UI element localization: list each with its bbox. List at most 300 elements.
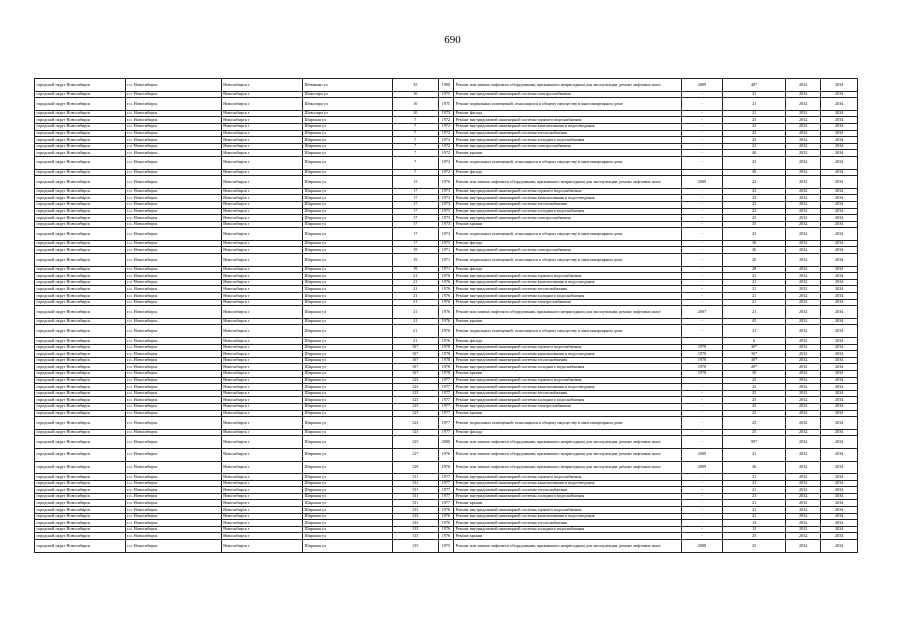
cell-lift-year: 2009 xyxy=(681,176,723,189)
table-row xyxy=(35,266,858,273)
cell-work: Ремонт внутридомовой инженерной системы горячего водоснабжения xyxy=(454,273,681,280)
cell-street: Шевченко ул xyxy=(303,79,393,92)
cell-work: Ремонт фасада xyxy=(454,338,681,345)
cell-gorod: г.о. Новосибирск xyxy=(125,474,221,481)
cell-street: Широкая ул xyxy=(303,306,393,319)
cell-year-start: 2032 xyxy=(785,254,820,267)
cell-lift-year: - xyxy=(681,215,723,222)
cell-term: 25 xyxy=(723,397,786,404)
cell-gorod: г.о. Новосибирск xyxy=(125,526,221,533)
cell-term: 40* xyxy=(723,79,786,92)
cell-term: 45 xyxy=(723,318,786,325)
cell-gorod: г.о. Новосибирск xyxy=(125,156,221,169)
table-row xyxy=(35,513,858,520)
cell-year-start: 2032 xyxy=(785,117,820,124)
cell-settlement: Новосибирск г xyxy=(221,480,302,487)
cell-year: 1971 xyxy=(438,266,454,273)
cell-street: Широкая ул xyxy=(303,540,393,553)
cell-settlement: Новосибирск г xyxy=(221,533,302,540)
cell-street: Широкая ул xyxy=(303,338,393,345)
cell-settlement: Новосибирск г xyxy=(221,410,302,417)
cell-gorod: г.о. Новосибирск xyxy=(125,215,221,222)
cell-lift-year: - xyxy=(681,397,723,404)
cell-year-start: 2032 xyxy=(785,493,820,500)
cell-okrug: городской округ Новосибирск xyxy=(35,150,126,157)
cell-settlement: Новосибирск г xyxy=(221,318,302,325)
cell-year: 1978 xyxy=(438,357,454,364)
cell-work: Ремонт или замена лифтового оборудования, признанного непригодным для эксплуатации, ремонт лифтовых шахт xyxy=(454,176,681,189)
cell-okrug: городской округ Новосибирск xyxy=(35,474,126,481)
cell-year: 1977 xyxy=(438,493,454,500)
cell-street: Широкая ул xyxy=(303,123,393,130)
cell-year: 1973 xyxy=(438,215,454,222)
cell-work: Ремонт внутридомовой инженерной системы канализования и водоотведения xyxy=(454,279,681,286)
cell-settlement: Новосибирск г xyxy=(221,370,302,377)
cell-year-end: 2034 xyxy=(821,169,858,176)
cell-lift-year: - xyxy=(681,487,723,494)
cell-year: 1975 xyxy=(438,98,454,111)
cell-house: 21 xyxy=(392,338,438,345)
cell-house: 123 xyxy=(392,410,438,417)
cell-lift-year: - xyxy=(681,91,723,98)
cell-term: 23 xyxy=(723,215,786,222)
cell-lift-year: - xyxy=(681,273,723,280)
cell-street: Широкая ул xyxy=(303,117,393,124)
table-row xyxy=(35,526,858,533)
cell-settlement: Новосибирск г xyxy=(221,286,302,293)
cell-year: 1976 xyxy=(438,338,454,345)
cell-year: 1973 xyxy=(438,201,454,208)
cell-house: 133 xyxy=(392,526,438,533)
cell-term: 23 xyxy=(723,117,786,124)
cell-house: 133 xyxy=(392,533,438,540)
cell-term: 25 xyxy=(723,410,786,417)
cell-work: Ремонт фасада xyxy=(454,240,681,247)
cell-street: Широкая ул xyxy=(303,137,393,144)
cell-term: 23 xyxy=(723,208,786,215)
cell-term: 36* xyxy=(723,351,786,358)
cell-year: 1977 xyxy=(438,429,454,436)
cell-work: Ремонт внутридомовой инженерной системы горячего водоснабжения xyxy=(454,507,681,514)
cell-lift-year: 1978 xyxy=(681,351,723,358)
cell-lift-year: - xyxy=(681,533,723,540)
cell-lift-year: - xyxy=(681,208,723,215)
cell-year-start: 2032 xyxy=(785,461,820,474)
cell-house: 19 xyxy=(392,254,438,267)
cell-term: 36* xyxy=(723,344,786,351)
cell-year: 1977 xyxy=(438,384,454,391)
cell-okrug: городской округ Новосибирск xyxy=(35,266,126,273)
cell-work: Ремонт внутридомовой инженерной системы теплоснабжения xyxy=(454,390,681,397)
cell-term: 30 xyxy=(723,169,786,176)
cell-year: 1976 xyxy=(438,325,454,338)
cell-house: 7 xyxy=(392,150,438,157)
cell-settlement: Новосибирск г xyxy=(221,520,302,527)
cell-work: Ремонт внутридомовой инженерной системы канализования и водоотведения xyxy=(454,384,681,391)
cell-street: Широкая ул xyxy=(303,487,393,494)
table-row xyxy=(35,91,858,98)
cell-gorod: г.о. Новосибирск xyxy=(125,520,221,527)
cell-year-end: 2034 xyxy=(821,403,858,410)
cell-settlement: Новосибирск г xyxy=(221,325,302,338)
cell-year-end: 2034 xyxy=(821,390,858,397)
cell-okrug: городской округ Новосибирск xyxy=(35,110,126,117)
cell-work: Ремонт внутридомовой инженерной системы холодного водоснабжения xyxy=(454,493,681,500)
cell-year: 1978 xyxy=(438,364,454,371)
table-row xyxy=(35,98,858,111)
cell-year-end: 2034 xyxy=(821,500,858,507)
cell-house: 107 xyxy=(392,357,438,364)
cell-year-end: 2034 xyxy=(821,417,858,430)
cell-lift-year: - xyxy=(681,156,723,169)
cell-year: 1972 xyxy=(438,137,454,144)
cell-year-end: 2034 xyxy=(821,286,858,293)
cell-gorod: г.о. Новосибирск xyxy=(125,370,221,377)
cell-year-start: 2032 xyxy=(785,208,820,215)
cell-year: 1977 xyxy=(438,397,454,404)
cell-house: 133 xyxy=(392,520,438,527)
cell-work: Ремонт внутридомовой инженерной системы канализования и водоотведения xyxy=(454,480,681,487)
cell-year-end: 2034 xyxy=(821,474,858,481)
cell-gorod: г.о. Новосибирск xyxy=(125,286,221,293)
cell-settlement: Новосибирск г xyxy=(221,240,302,247)
cell-year-end: 2034 xyxy=(821,507,858,514)
table-row xyxy=(35,520,858,527)
cell-house: 13 xyxy=(392,176,438,189)
cell-year-end: 2034 xyxy=(821,254,858,267)
table-row xyxy=(35,156,858,169)
table-row xyxy=(35,403,858,410)
cell-gorod: г.о. Новосибирск xyxy=(125,293,221,300)
cell-lift-year: - xyxy=(681,266,723,273)
cell-term: 30 xyxy=(723,370,786,377)
cell-settlement: Новосибирск г xyxy=(221,123,302,130)
cell-year-start: 2032 xyxy=(785,299,820,306)
cell-year-start: 2032 xyxy=(785,507,820,514)
table-row xyxy=(35,429,858,436)
cell-lift-year: - xyxy=(681,254,723,267)
cell-house: 17 xyxy=(392,188,438,195)
cell-house: 7 xyxy=(392,169,438,176)
cell-year-start: 2032 xyxy=(785,110,820,117)
cell-settlement: Новосибирск г xyxy=(221,195,302,202)
cell-year-start: 2032 xyxy=(785,403,820,410)
cell-year-end: 2034 xyxy=(821,377,858,384)
cell-term: 99* xyxy=(723,436,786,449)
cell-gorod: г.о. Новосибирск xyxy=(125,91,221,98)
cell-year: 1973 xyxy=(438,240,454,247)
cell-street: Широкая ул xyxy=(303,436,393,449)
cell-street: Широкая ул xyxy=(303,448,393,461)
cell-year-start: 2032 xyxy=(785,188,820,195)
cell-term: 21 xyxy=(723,507,786,514)
cell-year-start: 2032 xyxy=(785,520,820,527)
cell-settlement: Новосибирск г xyxy=(221,299,302,306)
cell-work: Ремонт внутридомовой инженерной системы холодного водоснабжения xyxy=(454,526,681,533)
cell-term: 23 xyxy=(723,137,786,144)
cell-okrug: городской округ Новосибирск xyxy=(35,540,126,553)
cell-street: Шекспира ул xyxy=(303,91,393,98)
table-row xyxy=(35,410,858,417)
cell-okrug: городской округ Новосибирск xyxy=(35,201,126,208)
cell-year: 1976 xyxy=(438,286,454,293)
cell-work: Ремонт подвальных помещений, относящихся к общему имуществу в многоквартирном доме xyxy=(454,325,681,338)
cell-work: Ремонт внутридомовой инженерной системы электроснабжения xyxy=(454,403,681,410)
cell-okrug: городской округ Новосибирск xyxy=(35,123,126,130)
cell-term: 25 xyxy=(723,417,786,430)
cell-work: Ремонт внутридомовой инженерной системы канализования и водоотведения xyxy=(454,351,681,358)
cell-lift-year: - xyxy=(681,507,723,514)
cell-term: 35 xyxy=(723,221,786,228)
cell-okrug: городской округ Новосибирск xyxy=(35,254,126,267)
cell-okrug: городской округ Новосибирск xyxy=(35,410,126,417)
cell-okrug: городской округ Новосибирск xyxy=(35,188,126,195)
cell-street: Широкая ул xyxy=(303,384,393,391)
table-row xyxy=(35,540,858,553)
cell-street: Широкая ул xyxy=(303,507,393,514)
cell-year-start: 2032 xyxy=(785,130,820,137)
cell-term: 21 xyxy=(723,306,786,319)
cell-year-end: 2034 xyxy=(821,195,858,202)
cell-term: 23 xyxy=(723,228,786,241)
table-row xyxy=(35,79,858,92)
cell-lift-year: - xyxy=(681,513,723,520)
cell-okrug: городской округ Новосибирск xyxy=(35,526,126,533)
cell-year-start: 2032 xyxy=(785,526,820,533)
cell-term: 21 xyxy=(723,273,786,280)
cell-okrug: городской округ Новосибирск xyxy=(35,208,126,215)
cell-term: 22 xyxy=(723,176,786,189)
cell-work: Ремонт внутридомовой инженерной системы электроснабжения xyxy=(454,299,681,306)
cell-house: 17 xyxy=(392,208,438,215)
cell-year-end: 2034 xyxy=(821,273,858,280)
cell-settlement: Новосибирск г xyxy=(221,417,302,430)
cell-okrug: городской округ Новосибирск xyxy=(35,306,126,319)
cell-year-end: 2034 xyxy=(821,130,858,137)
cell-lift-year: - xyxy=(681,150,723,157)
cell-term: 25 xyxy=(723,390,786,397)
cell-gorod: г.о. Новосибирск xyxy=(125,240,221,247)
cell-gorod: г.о. Новосибирск xyxy=(125,176,221,189)
cell-okrug: городской округ Новосибирск xyxy=(35,318,126,325)
cell-gorod: г.о. Новосибирск xyxy=(125,448,221,461)
cell-year-start: 2032 xyxy=(785,474,820,481)
cell-okrug: городской округ Новосибирск xyxy=(35,436,126,449)
table-row xyxy=(35,325,858,338)
cell-house: 21 xyxy=(392,273,438,280)
cell-okrug: городской округ Новосибирск xyxy=(35,156,126,169)
cell-lift-year: - xyxy=(681,474,723,481)
cell-year-end: 2034 xyxy=(821,110,858,117)
cell-year-end: 2034 xyxy=(821,215,858,222)
cell-gorod: г.о. Новосибирск xyxy=(125,390,221,397)
cell-year-end: 2034 xyxy=(821,487,858,494)
cell-lift-year: 1978 xyxy=(681,344,723,351)
cell-gorod: г.о. Новосибирск xyxy=(125,344,221,351)
table-row xyxy=(35,208,858,215)
cell-term: 25 xyxy=(723,377,786,384)
cell-year-end: 2034 xyxy=(821,429,858,436)
page-number: 690 xyxy=(444,34,461,46)
cell-okrug: городской округ Новосибирск xyxy=(35,325,126,338)
cell-work: Ремонт крыши xyxy=(454,500,681,507)
cell-term: 21 xyxy=(723,493,786,500)
cell-settlement: Новосибирск г xyxy=(221,169,302,176)
cell-street: Широкая ул xyxy=(303,169,393,176)
table-row xyxy=(35,474,858,481)
cell-term: 30* xyxy=(723,357,786,364)
cell-year: 1977 xyxy=(438,487,454,494)
cell-year: 1976 xyxy=(438,273,454,280)
cell-year: 1977 xyxy=(438,480,454,487)
cell-house: 21 xyxy=(392,293,438,300)
cell-work: Ремонт фасада xyxy=(454,266,681,273)
table-row xyxy=(35,493,858,500)
cell-street: Широкая ул xyxy=(303,215,393,222)
cell-settlement: Новосибирск г xyxy=(221,429,302,436)
cell-street: Широкая ул xyxy=(303,410,393,417)
cell-lift-year: - xyxy=(681,377,723,384)
cell-settlement: Новосибирск г xyxy=(221,513,302,520)
cell-gorod: г.о. Новосибирск xyxy=(125,169,221,176)
cell-gorod: г.о. Новосибирск xyxy=(125,493,221,500)
cell-work: Ремонт внутридомовой инженерной системы канализования и водоотведения xyxy=(454,195,681,202)
cell-house: 19 xyxy=(392,266,438,273)
cell-house: 129 xyxy=(392,461,438,474)
cell-year-start: 2032 xyxy=(785,417,820,430)
cell-lift-year: 1978 xyxy=(681,357,723,364)
cell-okrug: городской округ Новосибирск xyxy=(35,384,126,391)
cell-house: 107 xyxy=(392,370,438,377)
cell-year: 1977 xyxy=(438,403,454,410)
cell-lift-year: - xyxy=(681,240,723,247)
cell-okrug: городской округ Новосибирск xyxy=(35,293,126,300)
cell-house: 7 xyxy=(392,137,438,144)
cell-okrug: городской округ Новосибирск xyxy=(35,487,126,494)
cell-lift-year: - xyxy=(681,98,723,111)
cell-year-end: 2034 xyxy=(821,357,858,364)
cell-year-start: 2032 xyxy=(785,221,820,228)
cell-okrug: городской округ Новосибирск xyxy=(35,228,126,241)
cell-lift-year: - xyxy=(681,429,723,436)
cell-year-start: 2032 xyxy=(785,195,820,202)
table-row xyxy=(35,117,858,124)
cell-settlement: Новосибирск г xyxy=(221,364,302,371)
cell-gorod: г.о. Новосибирск xyxy=(125,306,221,319)
cell-lift-year: - xyxy=(681,117,723,124)
cell-settlement: Новосибирск г xyxy=(221,397,302,404)
cell-settlement: Новосибирск г xyxy=(221,143,302,150)
cell-work: Ремонт внутридомовой инженерной системы канализования и водоотведения xyxy=(454,123,681,130)
cell-house: 17 xyxy=(392,240,438,247)
cell-year-end: 2034 xyxy=(821,338,858,345)
cell-street: Широкая ул xyxy=(303,417,393,430)
table-row xyxy=(35,448,858,461)
table-row xyxy=(35,201,858,208)
cell-term: 21 xyxy=(723,299,786,306)
table-row xyxy=(35,480,858,487)
cell-settlement: Новосибирск г xyxy=(221,215,302,222)
cell-street: Широкая ул xyxy=(303,461,393,474)
cell-year: 1976 xyxy=(438,507,454,514)
cell-lift-year: - xyxy=(681,500,723,507)
cell-year-start: 2032 xyxy=(785,150,820,157)
cell-street: Широкая ул xyxy=(303,240,393,247)
cell-settlement: Новосибирск г xyxy=(221,117,302,124)
cell-year: 1976 xyxy=(438,293,454,300)
cell-year-end: 2034 xyxy=(821,526,858,533)
table-row xyxy=(35,279,858,286)
cell-year-end: 2034 xyxy=(821,448,858,461)
cell-house: 131 xyxy=(392,500,438,507)
cell-house: 131 xyxy=(392,493,438,500)
cell-lift-year: - xyxy=(681,130,723,137)
cell-term: 26 xyxy=(723,254,786,267)
cell-term: 23 xyxy=(723,195,786,202)
cell-settlement: Новосибирск г xyxy=(221,493,302,500)
cell-work: Ремонт внутридомовой инженерной системы теплоснабжения xyxy=(454,357,681,364)
cell-settlement: Новосибирск г xyxy=(221,254,302,267)
table-row xyxy=(35,254,858,267)
cell-year-start: 2032 xyxy=(785,79,820,92)
capital-repair-table xyxy=(34,78,858,553)
table-row xyxy=(35,533,858,540)
cell-year-start: 2032 xyxy=(785,436,820,449)
cell-settlement: Новосибирск г xyxy=(221,273,302,280)
cell-house: 123 xyxy=(392,417,438,430)
cell-year-end: 2034 xyxy=(821,266,858,273)
cell-year-start: 2032 xyxy=(785,215,820,222)
cell-house: 17 xyxy=(392,215,438,222)
cell-year-start: 2032 xyxy=(785,156,820,169)
cell-settlement: Новосибирск г xyxy=(221,390,302,397)
cell-settlement: Новосибирск г xyxy=(221,436,302,449)
cell-year-end: 2034 xyxy=(821,325,858,338)
cell-house: 107 xyxy=(392,364,438,371)
cell-work: Ремонт внутридомовой инженерной системы горячего водоснабжения xyxy=(454,474,681,481)
cell-okrug: городской округ Новосибирск xyxy=(35,137,126,144)
table-row xyxy=(35,215,858,222)
cell-work: Ремонт внутридомовой инженерной системы электроснабжения xyxy=(454,247,681,254)
cell-settlement: Новосибирск г xyxy=(221,150,302,157)
cell-year-start: 2032 xyxy=(785,357,820,364)
cell-year: 1973 xyxy=(438,195,454,202)
cell-year-start: 2032 xyxy=(785,364,820,371)
cell-gorod: г.о. Новосибирск xyxy=(125,279,221,286)
table-row xyxy=(35,364,858,371)
cell-year: 1976 xyxy=(438,520,454,527)
cell-term: 21 xyxy=(723,487,786,494)
cell-gorod: г.о. Новосибирск xyxy=(125,507,221,514)
table-row xyxy=(35,137,858,144)
cell-term: 21 xyxy=(723,110,786,117)
cell-year: 1973 xyxy=(438,208,454,215)
cell-okrug: городской округ Новосибирск xyxy=(35,533,126,540)
cell-house: 7 xyxy=(392,123,438,130)
cell-house: 10 xyxy=(392,98,438,111)
cell-house: 17 xyxy=(392,221,438,228)
cell-house: 123 xyxy=(392,390,438,397)
cell-year: 1977 xyxy=(438,410,454,417)
cell-gorod: г.о. Новосибирск xyxy=(125,247,221,254)
cell-work: Ремонт подвальных помещений, относящихся к общему имуществу в многоквартирном доме xyxy=(454,254,681,267)
table-row xyxy=(35,377,858,384)
cell-term: 21 xyxy=(723,286,786,293)
cell-lift-year: 1978 xyxy=(681,370,723,377)
cell-settlement: Новосибирск г xyxy=(221,403,302,410)
cell-year-end: 2034 xyxy=(821,513,858,520)
cell-street: Широкая ул xyxy=(303,533,393,540)
